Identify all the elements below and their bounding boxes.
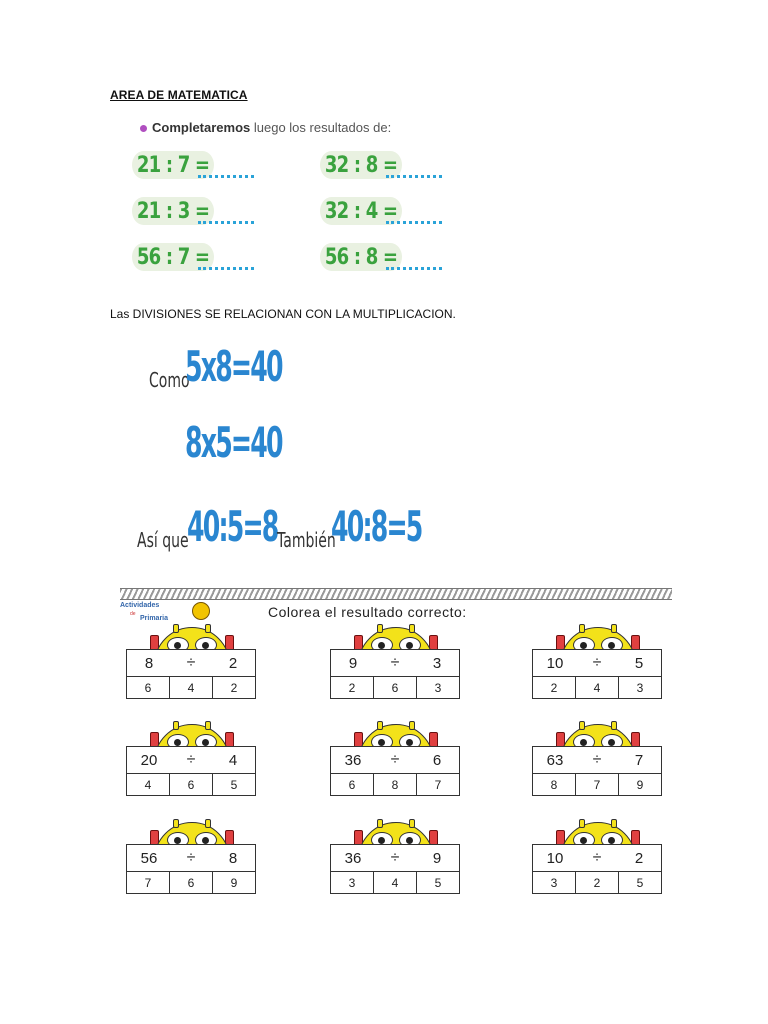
divisor: 8 [228, 849, 238, 867]
tambien-label: También [277, 528, 336, 552]
activity-title: Colorea el resultado correcto: [268, 604, 467, 620]
answer-option[interactable]: 9 [230, 876, 238, 890]
answer-option[interactable]: 3 [434, 681, 442, 695]
instruction-bold: Completaremos [152, 120, 251, 135]
dividend: 10 [546, 849, 564, 867]
dividend: 20 [140, 751, 158, 769]
divisor: 2 [228, 654, 238, 672]
logo: Actividades de Primaria [120, 602, 212, 622]
division-icon: ÷ [186, 849, 196, 866]
divisor: 2 [634, 849, 644, 867]
division-icon: ÷ [592, 849, 602, 866]
division-icon: ÷ [592, 654, 602, 671]
answer-option[interactable]: 5 [434, 876, 442, 890]
equation: 56 : 7 = [132, 242, 232, 272]
answer-option[interactable]: 4 [127, 774, 170, 796]
monster-icon [192, 602, 210, 620]
dividend: 63 [546, 751, 564, 769]
equation: 21 : 3 = [132, 196, 232, 226]
answer-blank[interactable] [198, 263, 254, 270]
completar-exercise [110, 112, 456, 276]
answer-option[interactable]: 6 [127, 677, 170, 699]
dividend: 36 [344, 751, 362, 769]
answer-option[interactable]: 8 [533, 774, 576, 796]
answer-option[interactable]: 2 [576, 872, 619, 894]
dividend: 8 [144, 654, 154, 672]
answer-option[interactable]: 7 [434, 778, 442, 792]
equation-40-8: 40:8=5 [331, 502, 422, 551]
division-card [126, 722, 256, 802]
division-card [330, 722, 460, 802]
answer-option[interactable]: 7 [576, 774, 619, 796]
answer-option[interactable]: 2 [230, 681, 238, 695]
dividend: 9 [348, 654, 358, 672]
division-card [532, 820, 662, 900]
division-card [126, 820, 256, 900]
divisor: 7 [634, 751, 644, 769]
answer-blank[interactable] [198, 217, 254, 224]
dividend: 56 [140, 849, 158, 867]
answer-option[interactable]: 6 [170, 774, 213, 796]
division-card [330, 820, 460, 900]
division-icon: ÷ [390, 654, 400, 671]
page-title: AREA DE MATEMATICA [110, 88, 248, 102]
answer-option[interactable]: 6 [331, 774, 374, 796]
division-icon: ÷ [390, 849, 400, 866]
como-label: Como [149, 368, 190, 392]
equation-40-5: 40:5=8 [187, 502, 278, 551]
answer-option[interactable]: 3 [331, 872, 374, 894]
answer-option[interactable]: 4 [374, 872, 417, 894]
equation: 21 : 7 = [132, 150, 232, 180]
division-card [532, 722, 662, 802]
bullet-icon [140, 125, 147, 132]
divisor: 6 [432, 751, 442, 769]
divisor: 4 [228, 751, 238, 769]
division-icon: ÷ [186, 751, 196, 768]
answer-option[interactable]: 5 [230, 778, 238, 792]
answer-option[interactable]: 2 [331, 677, 374, 699]
equation: 32 : 8 = [320, 150, 420, 180]
equation-5x8: 5x8=40 [185, 342, 282, 391]
answer-blank[interactable] [386, 217, 442, 224]
answer-option[interactable]: 7 [127, 872, 170, 894]
divisor: 9 [432, 849, 442, 867]
asi-que-label: Así que [137, 528, 189, 552]
relation-text: Las DIVISIONES SE RELACIONAN CON LA MULTIPLICACION. [110, 307, 456, 321]
answer-option[interactable]: 6 [170, 872, 213, 894]
multiplication-example [135, 340, 422, 570]
dividend: 36 [344, 849, 362, 867]
answer-option[interactable]: 5 [636, 876, 644, 890]
division-icon: ÷ [592, 751, 602, 768]
answer-option[interactable]: 2 [533, 677, 576, 699]
decorative-border [120, 588, 672, 600]
equation: 32 : 4 = [320, 196, 420, 226]
equation-8x5: 8x5=40 [185, 418, 282, 467]
divisor: 5 [634, 654, 644, 672]
answer-blank[interactable] [198, 171, 254, 178]
instruction [152, 120, 391, 135]
divisor: 3 [432, 654, 442, 672]
answer-option[interactable]: 4 [170, 677, 213, 699]
instruction-rest: luego los resultados de: [250, 120, 392, 135]
answer-option[interactable]: 9 [636, 778, 644, 792]
answer-blank[interactable] [386, 263, 442, 270]
answer-blank[interactable] [386, 171, 442, 178]
equation: 56 : 8 = [320, 242, 420, 272]
answer-option[interactable]: 6 [374, 677, 417, 699]
division-card [532, 625, 662, 705]
answer-option[interactable]: 3 [533, 872, 576, 894]
division-card [330, 625, 460, 705]
division-icon: ÷ [186, 654, 196, 671]
division-icon: ÷ [390, 751, 400, 768]
answer-option[interactable]: 8 [374, 774, 417, 796]
dividend: 10 [546, 654, 564, 672]
answer-option[interactable]: 4 [576, 677, 619, 699]
division-card [126, 625, 256, 705]
answer-option[interactable]: 3 [636, 681, 644, 695]
